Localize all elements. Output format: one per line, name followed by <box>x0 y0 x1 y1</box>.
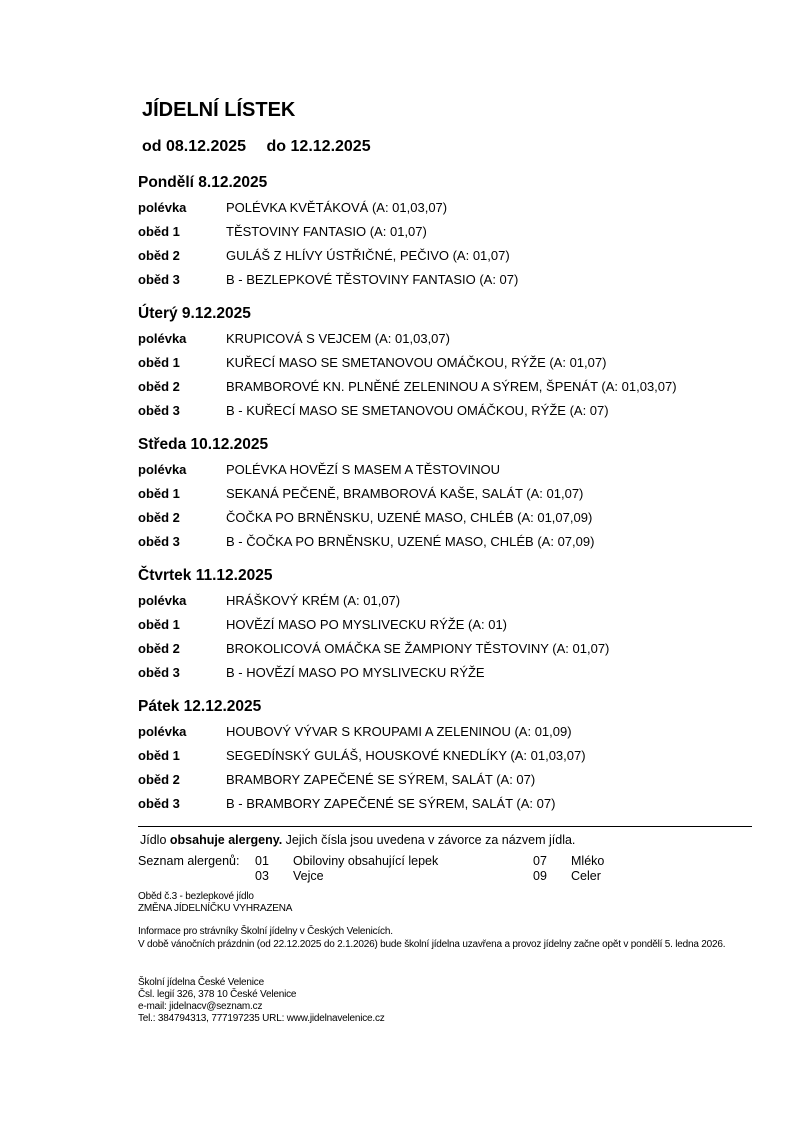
date-from: od 08.12.2025 <box>142 138 247 155</box>
dish-name: KUŘECÍ MASO SE SMETANOVOU OMÁČKOU, RÝŽE (A: 01,07) <box>226 355 607 370</box>
dish-name: POLÉVKA KVĚTÁKOVÁ (A: 01,03,07) <box>226 200 448 215</box>
meal-label: oběd 2 <box>138 379 180 394</box>
allergen-name: Obiloviny obsahující lepek <box>293 854 439 868</box>
day-section <box>138 304 778 426</box>
dish-name: SEGEDÍNSKÝ GULÁŠ, HOUSKOVÉ KNEDLÍKY (A: 01,03,07) <box>226 748 586 763</box>
dish-name: POLÉVKA HOVĚZÍ S MASEM A TĚSTOVINOU <box>226 462 501 477</box>
meal-label: oběd 3 <box>138 796 180 811</box>
dish-name: HOVĚZÍ MASO PO MYSLIVECKU RÝŽE (A: 01) <box>226 617 508 632</box>
meal-label: polévka <box>138 724 187 739</box>
dish-name: B - HOVĚZÍ MASO PO MYSLIVECKU RÝŽE <box>226 665 485 680</box>
meal-label: oběd 2 <box>138 248 180 263</box>
menu-item <box>138 247 778 271</box>
menu-item <box>138 402 778 426</box>
meal-label: oběd 1 <box>138 486 180 501</box>
note-gluten-free: Oběd č.3 - bezlepkové jídlo <box>138 891 254 902</box>
day-section <box>138 435 778 557</box>
meal-label: oběd 1 <box>138 748 180 763</box>
info-line: Informace pro strávníky Školní jídelny v Českých Velenicích. <box>138 926 393 937</box>
dish-name: B - BRAMBORY ZAPEČENÉ SE SÝREM, SALÁT (A: 07) <box>226 796 556 811</box>
day-section <box>138 697 778 819</box>
meal-label: polévka <box>138 200 187 215</box>
day-section <box>138 566 778 688</box>
meal-label: polévka <box>138 593 187 608</box>
day-title: Pátek 12.12.2025 <box>138 698 262 715</box>
dish-name: SEKANÁ PEČENĚ, BRAMBOROVÁ KAŠE, SALÁT (A: 01,07) <box>226 486 584 501</box>
date-to: do 12.12.2025 <box>266 138 371 155</box>
menu-item <box>138 533 778 557</box>
menu-item <box>138 485 778 509</box>
contact-phone-url: Tel.: 384794313, 777197235 URL: www.jidelnavelenice.cz <box>138 1013 385 1024</box>
allergen-name: Vejce <box>293 869 324 883</box>
meal-label: oběd 1 <box>138 355 180 370</box>
menu-item <box>138 199 778 223</box>
page-title: JÍDELNÍ LÍSTEK <box>142 99 296 121</box>
menu-item <box>138 509 778 533</box>
meal-label: oběd 3 <box>138 272 180 287</box>
allergen-name: Mléko <box>571 854 605 868</box>
contact-name: Školní jídelna České Velenice <box>138 977 264 988</box>
menu-item <box>138 795 778 819</box>
menu-item <box>138 354 778 378</box>
allergen-code: 03 <box>255 869 269 883</box>
dish-name: HOUBOVÝ VÝVAR S KROUPAMI A ZELENINOU (A: 01,09) <box>226 724 572 739</box>
allergen-name: Celer <box>571 869 601 883</box>
allergen-code: 09 <box>533 869 547 883</box>
menu-item <box>138 616 778 640</box>
meal-label: oběd 3 <box>138 534 180 549</box>
allergen-note-prefix: Jídlo <box>140 833 170 847</box>
menu-item <box>138 771 778 795</box>
note-change-reserved: ZMĚNA JÍDELNÍČKU VYHRAZENA <box>138 903 293 914</box>
dish-name: ČOČKA PO BRNĚNSKU, UZENÉ MASO, CHLÉB (A: 01,07,09) <box>226 510 593 525</box>
allergen-note <box>140 833 575 847</box>
dish-name: BRAMBORY ZAPEČENÉ SE SÝREM, SALÁT (A: 07) <box>226 772 536 787</box>
menu-item <box>138 747 778 771</box>
meal-label: oběd 2 <box>138 772 180 787</box>
menu-item <box>138 664 778 688</box>
day-title: Úterý 9.12.2025 <box>138 305 251 322</box>
dish-name: BROKOLICOVÁ OMÁČKA SE ŽAMPIONY TĚSTOVINY (A: 01,07) <box>226 641 610 656</box>
dish-name: KRUPICOVÁ S VEJCEM (A: 01,03,07) <box>226 331 450 346</box>
dish-name: B - BEZLEPKOVÉ TĚSTOVINY FANTASIO (A: 07) <box>226 272 519 287</box>
meal-label: polévka <box>138 331 187 346</box>
date-range <box>142 138 371 156</box>
divider <box>138 826 752 827</box>
dish-name: HRÁŠKOVÝ KRÉM (A: 01,07) <box>226 593 401 608</box>
allergen-note-bold: obsahuje alergeny. <box>169 833 283 847</box>
day-title: Středa 10.12.2025 <box>138 436 269 453</box>
meal-label: oběd 1 <box>138 617 180 632</box>
allergen-list-label: Seznam alergenů: <box>138 854 240 868</box>
menu-item <box>138 723 778 747</box>
day-title: Pondělí 8.12.2025 <box>138 174 268 191</box>
contact-email: e-mail: jidelnacv@seznam.cz <box>138 1001 263 1012</box>
meal-label: oběd 2 <box>138 641 180 656</box>
meal-label: oběd 3 <box>138 665 180 680</box>
menu-item <box>138 378 778 402</box>
meal-label: oběd 2 <box>138 510 180 525</box>
allergen-code: 07 <box>533 854 547 868</box>
menu-item <box>138 223 778 247</box>
info-line: V době vánočních prázdnin (od 22.12.2025 do 2.1.2026) bude školní jídelna uzavřena a provoz jídelny začne opět v pondělí 5. ledna 2026. <box>138 939 726 950</box>
menu-item <box>138 640 778 664</box>
menu-item <box>138 271 778 295</box>
meal-label: oběd 1 <box>138 224 180 239</box>
day-section <box>138 173 778 295</box>
menu-item <box>138 330 778 354</box>
meal-label: oběd 3 <box>138 403 180 418</box>
menu-item <box>138 592 778 616</box>
contact-address: Čsl. legií 326, 378 10 České Velenice <box>138 989 297 1000</box>
dish-name: TĚSTOVINY FANTASIO (A: 01,07) <box>226 224 427 239</box>
meal-label: polévka <box>138 462 187 477</box>
dish-name: GULÁŠ Z HLÍVY ÚSTŘIČNÉ, PEČIVO (A: 01,07) <box>226 248 510 263</box>
dish-name: BRAMBOROVÉ KN. PLNĚNÉ ZELENINOU A SÝREM, ŠPENÁT (A: 01,03,07) <box>226 379 677 394</box>
dish-name: B - ČOČKA PO BRNĚNSKU, UZENÉ MASO, CHLÉB (A: 07,09) <box>226 534 595 549</box>
allergen-code: 01 <box>255 854 269 868</box>
allergen-note-suffix: Jejich čísla jsou uvedena v závorce za názvem jídla. <box>282 833 576 847</box>
day-title: Čtvrtek 11.12.2025 <box>138 567 273 584</box>
menu-item <box>138 461 778 485</box>
dish-name: B - KUŘECÍ MASO SE SMETANOVOU OMÁČKOU, RÝŽE (A: 07) <box>226 403 609 418</box>
